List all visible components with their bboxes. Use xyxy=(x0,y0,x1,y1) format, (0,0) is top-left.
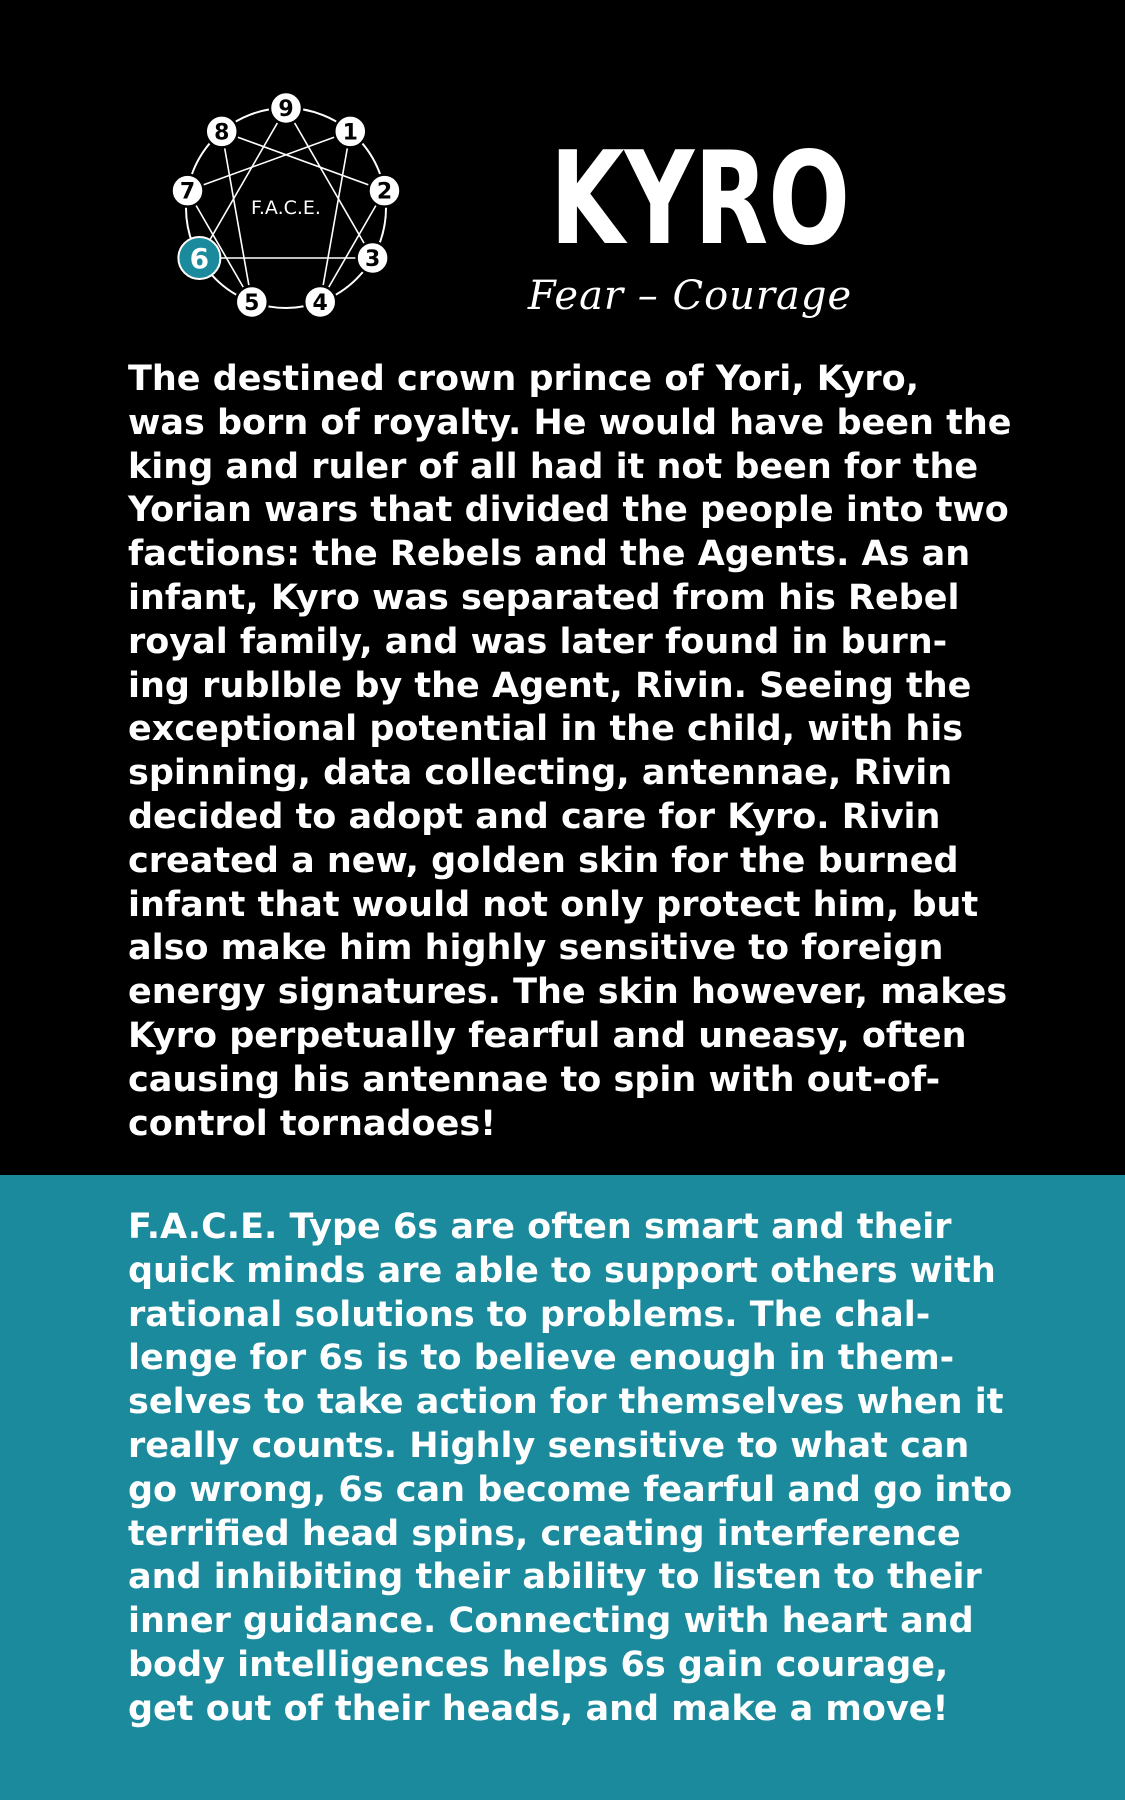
enneagram-node-label: 4 xyxy=(312,290,328,316)
enneagram-node-label: 7 xyxy=(179,179,196,205)
enneagram-node-label: 1 xyxy=(342,120,358,146)
enneagram-node-1 xyxy=(334,115,366,147)
kyro-wordmark xyxy=(540,125,860,274)
enneagram-node-2 xyxy=(368,175,400,207)
title-block xyxy=(520,125,860,335)
enneagram-node-label: 6 xyxy=(189,242,210,275)
enneagram-node-label: 3 xyxy=(364,247,381,272)
enneagram-node-label: 9 xyxy=(278,97,294,122)
kyro-subtitle: Fear – Courage xyxy=(527,273,853,319)
enneagram-node-9 xyxy=(270,92,302,124)
type-description-paragraph: F.A.C.E. Type 6s are often smart and their quick minds are able to support others with rational solutions to problems. The chal- lenge for 6s is to believe enough in them- selves to take action for themselves when it really counts. Highly sensitive to what can go wrong, 6s can become fearful and go into terrified head spins, creating interference and inhibiting their ability to listen to their inner guidance. Connecting with heart and body intelligences helps 6s gain courage, get out of their heads, and make a move! xyxy=(128,1207,1013,1729)
enneagram-node-6 xyxy=(178,237,220,279)
enneagram-node-5 xyxy=(236,286,268,318)
enneagram-logo xyxy=(160,82,412,334)
enneagram-node-label: 2 xyxy=(376,179,393,205)
enneagram-node-8 xyxy=(206,115,238,147)
enneagram-node-label: 8 xyxy=(214,120,230,146)
kyro-title: KYRO xyxy=(550,125,850,274)
enneagram-node-7 xyxy=(172,175,204,207)
enneagram-center-label: F.A.C.E. xyxy=(251,197,321,219)
enneagram-node-4 xyxy=(304,286,336,318)
enneagram-node-label: 5 xyxy=(244,290,260,316)
story-paragraph: The destined crown prince of Yori, Kyro, was born of royalty. He would have been the king and ruler of all had it not been for the Yorian wars that divided the people into two factions: the Rebels and the Agents. As an infant, Kyro was separated from his Rebel royal family, and was later found in burn- ing rublble by the Agent, Rivin. Seeing the exceptional potential in the child, with his spinning, data collecting, antennae, Rivin decided to adopt and care for Kyro. Rivin created a new, golden skin for the burned infant that would not only protect him, but also make him highly sensitive to foreign energy signatures. The skin however, makes Kyro perpetually fearful and uneasy, often causing his antennae to spin with out-of- control tornadoes! xyxy=(128,359,1012,1144)
enneagram-node-3 xyxy=(357,242,389,274)
